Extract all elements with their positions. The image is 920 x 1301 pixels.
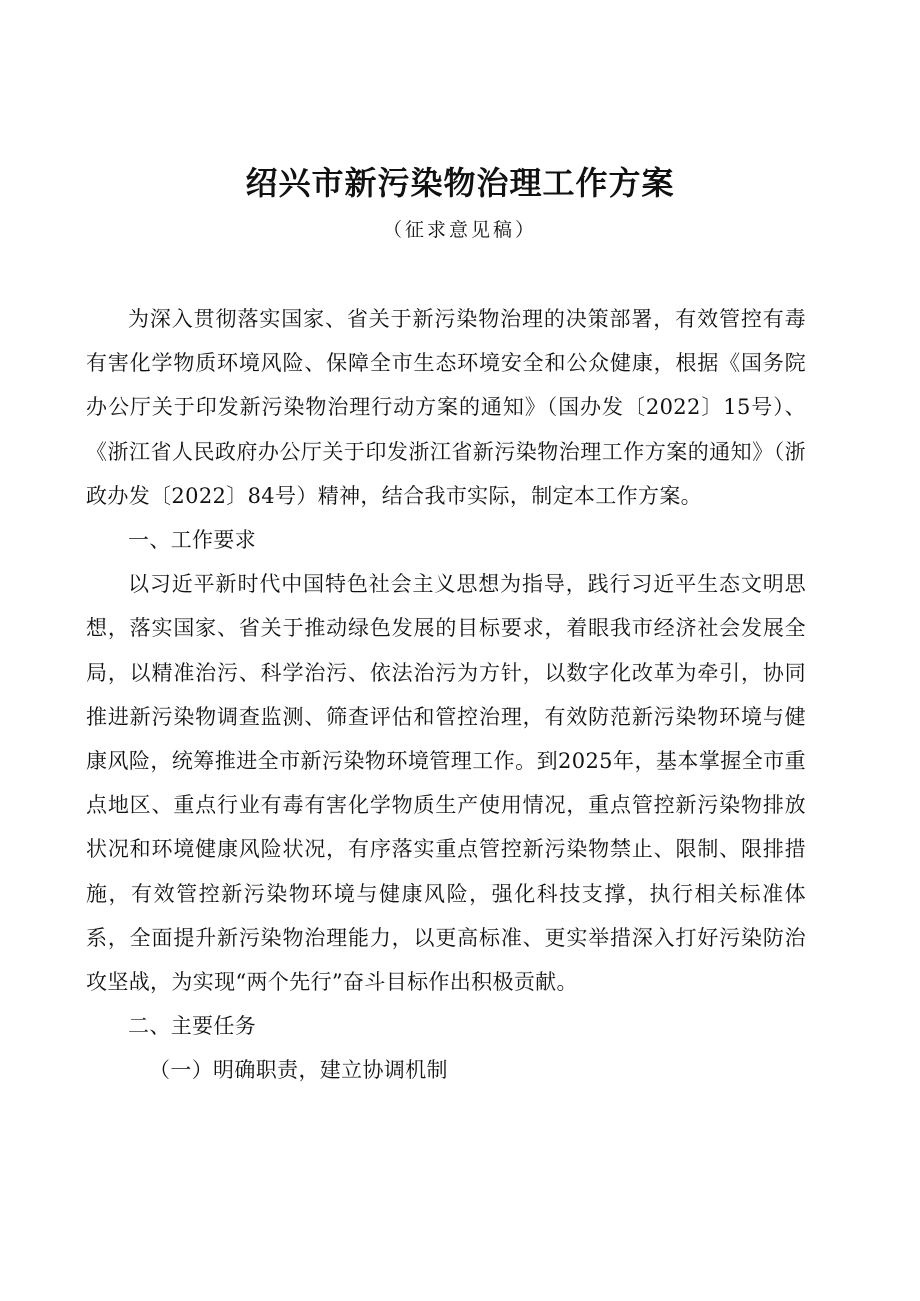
document-body [86, 297, 806, 1093]
section-heading-main-tasks: 二、主要任务 [128, 1014, 257, 1039]
section-heading-requirements: 一、工作要求 [128, 528, 257, 553]
document-title: 绍兴市新污染物治理工作方案 [245, 164, 675, 202]
document-subtitle: （征求意见稿） [382, 219, 537, 241]
subsection-heading-responsibilities: （一）明确职责，建立协调机制 [149, 1058, 448, 1083]
intro-paragraph: 为深入贯彻落实国家、省关于新污染物治理的决策部署，有效管控有毒有害化学物质环境风险、保障全市生态环境安全和公众健康，根据《国务院办公厅关于印发新污染物治理行动方案的通知》（国办发〔2022〕15号）、《浙江省人民政府办公厅关于印发浙江省新污染物治理工作方案的通知》（浙政办发〔2022〕84号）精神，结合我市实际，制定本工作方案。 [86, 307, 806, 508]
requirements-paragraph: 以习近平新时代中国特色社会主义思想为指导，践行习近平生态文明思想，落实国家、省关于推动绿色发展的目标要求，着眼我市经济社会发展全局，以精准治污、科学治污、依法治污为方针，以数字化改革为牵引，协同推进新污染物调查监测、筛查评估和管控治理，有效防范新污染物环境与健康风险，统筹推进全市新污染物环境管理工作。到2025年，基本掌握全市重点地区、重点行业有毒有害化学物质生产使用情况，重点管控新污染物排放状况和环境健康风险状况，有序落实重点管控新污染物禁止、限制、限排措施，有效管控新污染物环境与健康风险，强化科技支撑，执行相关标准体系，全面提升新污染物治理能力，以更高标准、更实举措深入打好污染防治攻坚战，为实现“两个先行”奋斗目标作出积极贡献。 [86, 572, 806, 995]
